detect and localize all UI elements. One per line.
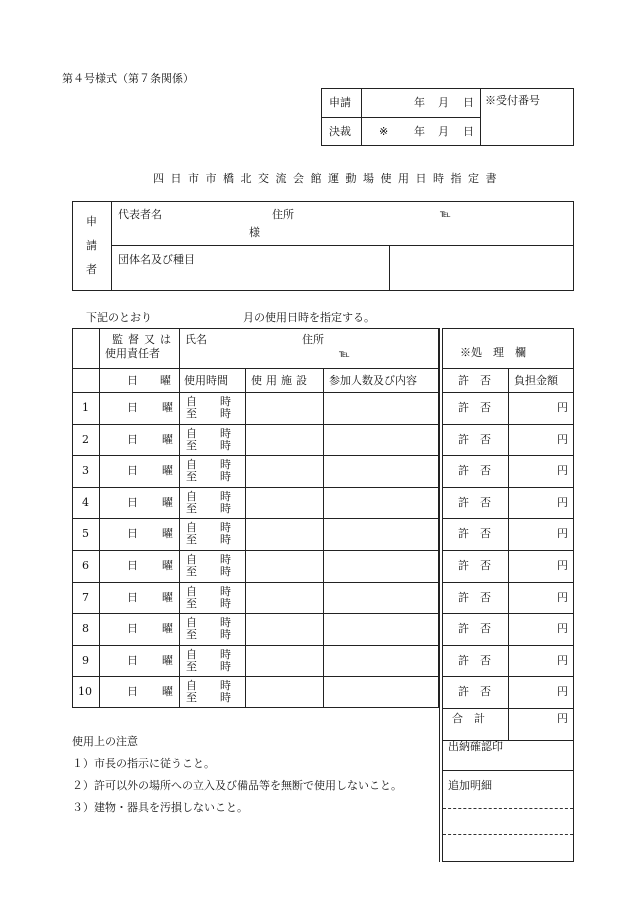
row-day: 日	[127, 464, 138, 478]
decision-mark: ※	[379, 125, 389, 138]
row-to-hour: 時	[220, 438, 231, 452]
applicant-side-2: 請	[86, 239, 97, 252]
row-to-hour: 時	[220, 407, 231, 420]
row-to: 至	[186, 407, 197, 420]
row-from-hour: 時	[220, 489, 231, 503]
row-to: 至	[186, 596, 197, 610]
row-to: 至	[186, 691, 197, 705]
applicant-address-label: 住所	[272, 208, 294, 221]
row-from-hour: 時	[220, 616, 231, 630]
note-item-2: ２）許可以外の場所への立入及び備品等を無断で使用しないこと。	[72, 779, 402, 792]
row-number: 7	[82, 590, 89, 604]
document-title: 四日市市橋北交流会館運動場使用日時指定書	[153, 172, 503, 185]
applicant-tel-label: ℡	[440, 209, 451, 220]
row-to-hour: 時	[220, 533, 231, 547]
row-divider	[72, 582, 439, 583]
row-to-hour: 時	[220, 628, 231, 642]
row-to: 至	[186, 501, 197, 515]
rows-bottom-right	[442, 708, 574, 709]
row-day: 日	[127, 401, 138, 414]
row-permit[interactable]: 許 否	[458, 685, 491, 699]
row-permit[interactable]: 許 否	[458, 527, 491, 541]
row-divider-right	[442, 455, 574, 456]
row-weekday: 曜	[162, 559, 173, 572]
row-from-hour: 時	[220, 458, 231, 472]
row-from-hour: 時	[220, 521, 231, 535]
processing-label: ※処 理 欄	[460, 346, 526, 359]
row-from-hour: 時	[220, 679, 231, 693]
row-from-hour: 時	[220, 553, 231, 566]
row-from: 自	[186, 647, 197, 661]
row-permit[interactable]: 許 否	[458, 401, 491, 414]
row-permit[interactable]: 許 否	[458, 622, 491, 636]
apply-year-unit: 年	[414, 96, 425, 109]
row-to-hour: 時	[220, 659, 231, 673]
row-permit[interactable]: 許 否	[458, 653, 491, 667]
decision-month-unit: 月	[438, 125, 449, 138]
row-number: 6	[82, 559, 89, 572]
row-from: 自	[186, 553, 197, 566]
row-yen: 円	[557, 464, 568, 478]
row-weekday: 曜	[162, 527, 173, 541]
row-number: 8	[82, 622, 89, 636]
header-participants: 参加人数及び内容	[329, 374, 417, 387]
payment-confirm-label: 出納確認印	[448, 740, 503, 753]
table-address-label: 住所	[302, 333, 324, 346]
row-from-hour: 時	[220, 395, 231, 408]
row-from: 自	[186, 458, 197, 472]
row-yen: 円	[557, 559, 568, 572]
apply-label: 申請	[329, 96, 351, 109]
form-number: 第４号様式（第７条関係）	[62, 72, 194, 85]
row-yen: 円	[557, 495, 568, 509]
row-weekday: 曜	[162, 432, 173, 446]
row-day: 日	[127, 495, 138, 509]
intro-left: 下記のとおり	[86, 311, 152, 324]
receipt-number-label: ※受付番号	[485, 94, 540, 107]
applicant-side-1: 申	[86, 215, 97, 228]
row-permit[interactable]: 許 否	[458, 590, 491, 604]
row-yen: 円	[557, 401, 568, 414]
row-weekday: 曜	[162, 685, 173, 699]
row-to-hour: 時	[220, 691, 231, 705]
row-number: 5	[82, 527, 89, 541]
row-to-hour: 時	[220, 565, 231, 578]
row-weekday: 曜	[162, 622, 173, 636]
honorific: 様	[249, 226, 260, 239]
row-weekday: 曜	[162, 464, 173, 478]
additional-dash-1	[443, 808, 573, 809]
total-yen: 円	[557, 712, 568, 725]
row-day: 日	[127, 590, 138, 604]
row-divider-right	[442, 676, 574, 677]
row-yen: 円	[557, 653, 568, 667]
row-to: 至	[186, 659, 197, 673]
apply-day-unit: 日	[463, 96, 474, 109]
row-to: 至	[186, 438, 197, 452]
row-number: 1	[82, 401, 89, 414]
intro-right: 月の使用日時を指定する。	[243, 311, 375, 324]
row-to: 至	[186, 565, 197, 578]
row-yen: 円	[557, 622, 568, 636]
row-from: 自	[186, 489, 197, 503]
decision-year-unit: 年	[414, 125, 425, 138]
row-divider-right	[442, 550, 574, 551]
row-yen: 円	[557, 685, 568, 699]
row-permit[interactable]: 許 否	[458, 432, 491, 446]
row-divider	[72, 676, 439, 677]
representative-label: 代表者名	[118, 208, 162, 221]
row-weekday: 曜	[162, 653, 173, 667]
row-divider-right	[442, 613, 574, 614]
row-permit[interactable]: 許 否	[458, 495, 491, 509]
row-from: 自	[186, 616, 197, 630]
row-divider	[72, 645, 439, 646]
row-to: 至	[186, 533, 197, 547]
note-item-3: ３）建物・器具を汚損しないこと。	[72, 801, 248, 814]
row-number: 9	[82, 653, 89, 667]
row-number: 10	[78, 685, 92, 699]
row-day: 日	[127, 527, 138, 541]
row-divider	[72, 613, 439, 614]
row-from: 自	[186, 521, 197, 535]
row-divider	[72, 455, 439, 456]
header-permit: 許 否	[458, 374, 491, 387]
row-yen: 円	[557, 527, 568, 541]
decision-label: 決裁	[329, 125, 351, 138]
row-to-hour: 時	[220, 596, 231, 610]
additional-dash-2	[443, 834, 573, 835]
row-to-hour: 時	[220, 470, 231, 484]
row-yen: 円	[557, 590, 568, 604]
decision-day-unit: 日	[463, 125, 474, 138]
row-divider-right	[442, 518, 574, 519]
row-day: 日	[127, 653, 138, 667]
header-fee: 負担金額	[514, 374, 558, 387]
name-label: 氏名	[185, 333, 207, 346]
row-number: 3	[82, 464, 89, 478]
additional-label: 追加明細	[448, 779, 492, 792]
row-day: 日	[127, 685, 138, 699]
supervisor-label-1: 監督又は	[112, 333, 176, 346]
row-from-hour: 時	[220, 647, 231, 661]
table-tel-label: ℡	[339, 349, 350, 360]
row-yen: 円	[557, 432, 568, 446]
row-permit[interactable]: 許 否	[458, 559, 491, 572]
row-day: 日	[127, 622, 138, 636]
row-to: 至	[186, 470, 197, 484]
row-from: 自	[186, 584, 197, 598]
notes-heading: 使用上の注意	[72, 735, 138, 748]
row-divider	[72, 550, 439, 551]
total-label: 合 計	[452, 712, 485, 725]
apply-month-unit: 月	[438, 96, 449, 109]
row-weekday: 曜	[162, 495, 173, 509]
row-day: 日	[127, 559, 138, 572]
row-permit[interactable]: 許 否	[458, 464, 491, 478]
row-divider-right	[442, 582, 574, 583]
row-from: 自	[186, 426, 197, 440]
row-divider-right	[442, 424, 574, 425]
header-facility: 使用施設	[251, 374, 311, 387]
supervisor-label-2: 使用責任者	[105, 347, 160, 360]
header-date: 日 曜	[127, 374, 171, 387]
row-divider	[72, 424, 439, 425]
note-item-1: １）市長の指示に従うこと。	[72, 757, 215, 770]
row-weekday: 曜	[162, 401, 173, 414]
row-to: 至	[186, 628, 197, 642]
row-divider-right	[442, 487, 574, 488]
row-day: 日	[127, 432, 138, 446]
row-divider	[72, 518, 439, 519]
row-divider-right	[442, 645, 574, 646]
row-number: 2	[82, 432, 89, 446]
row-from-hour: 時	[220, 584, 231, 598]
row-from-hour: 時	[220, 426, 231, 440]
row-divider	[72, 487, 439, 488]
row-weekday: 曜	[162, 590, 173, 604]
row-to-hour: 時	[220, 501, 231, 515]
header-time: 使用時間	[184, 374, 228, 387]
row-number: 4	[82, 495, 89, 509]
applicant-side-3: 者	[86, 263, 97, 276]
row-from: 自	[186, 679, 197, 693]
row-from: 自	[186, 395, 197, 408]
group-label: 団体名及び種目	[118, 253, 195, 266]
